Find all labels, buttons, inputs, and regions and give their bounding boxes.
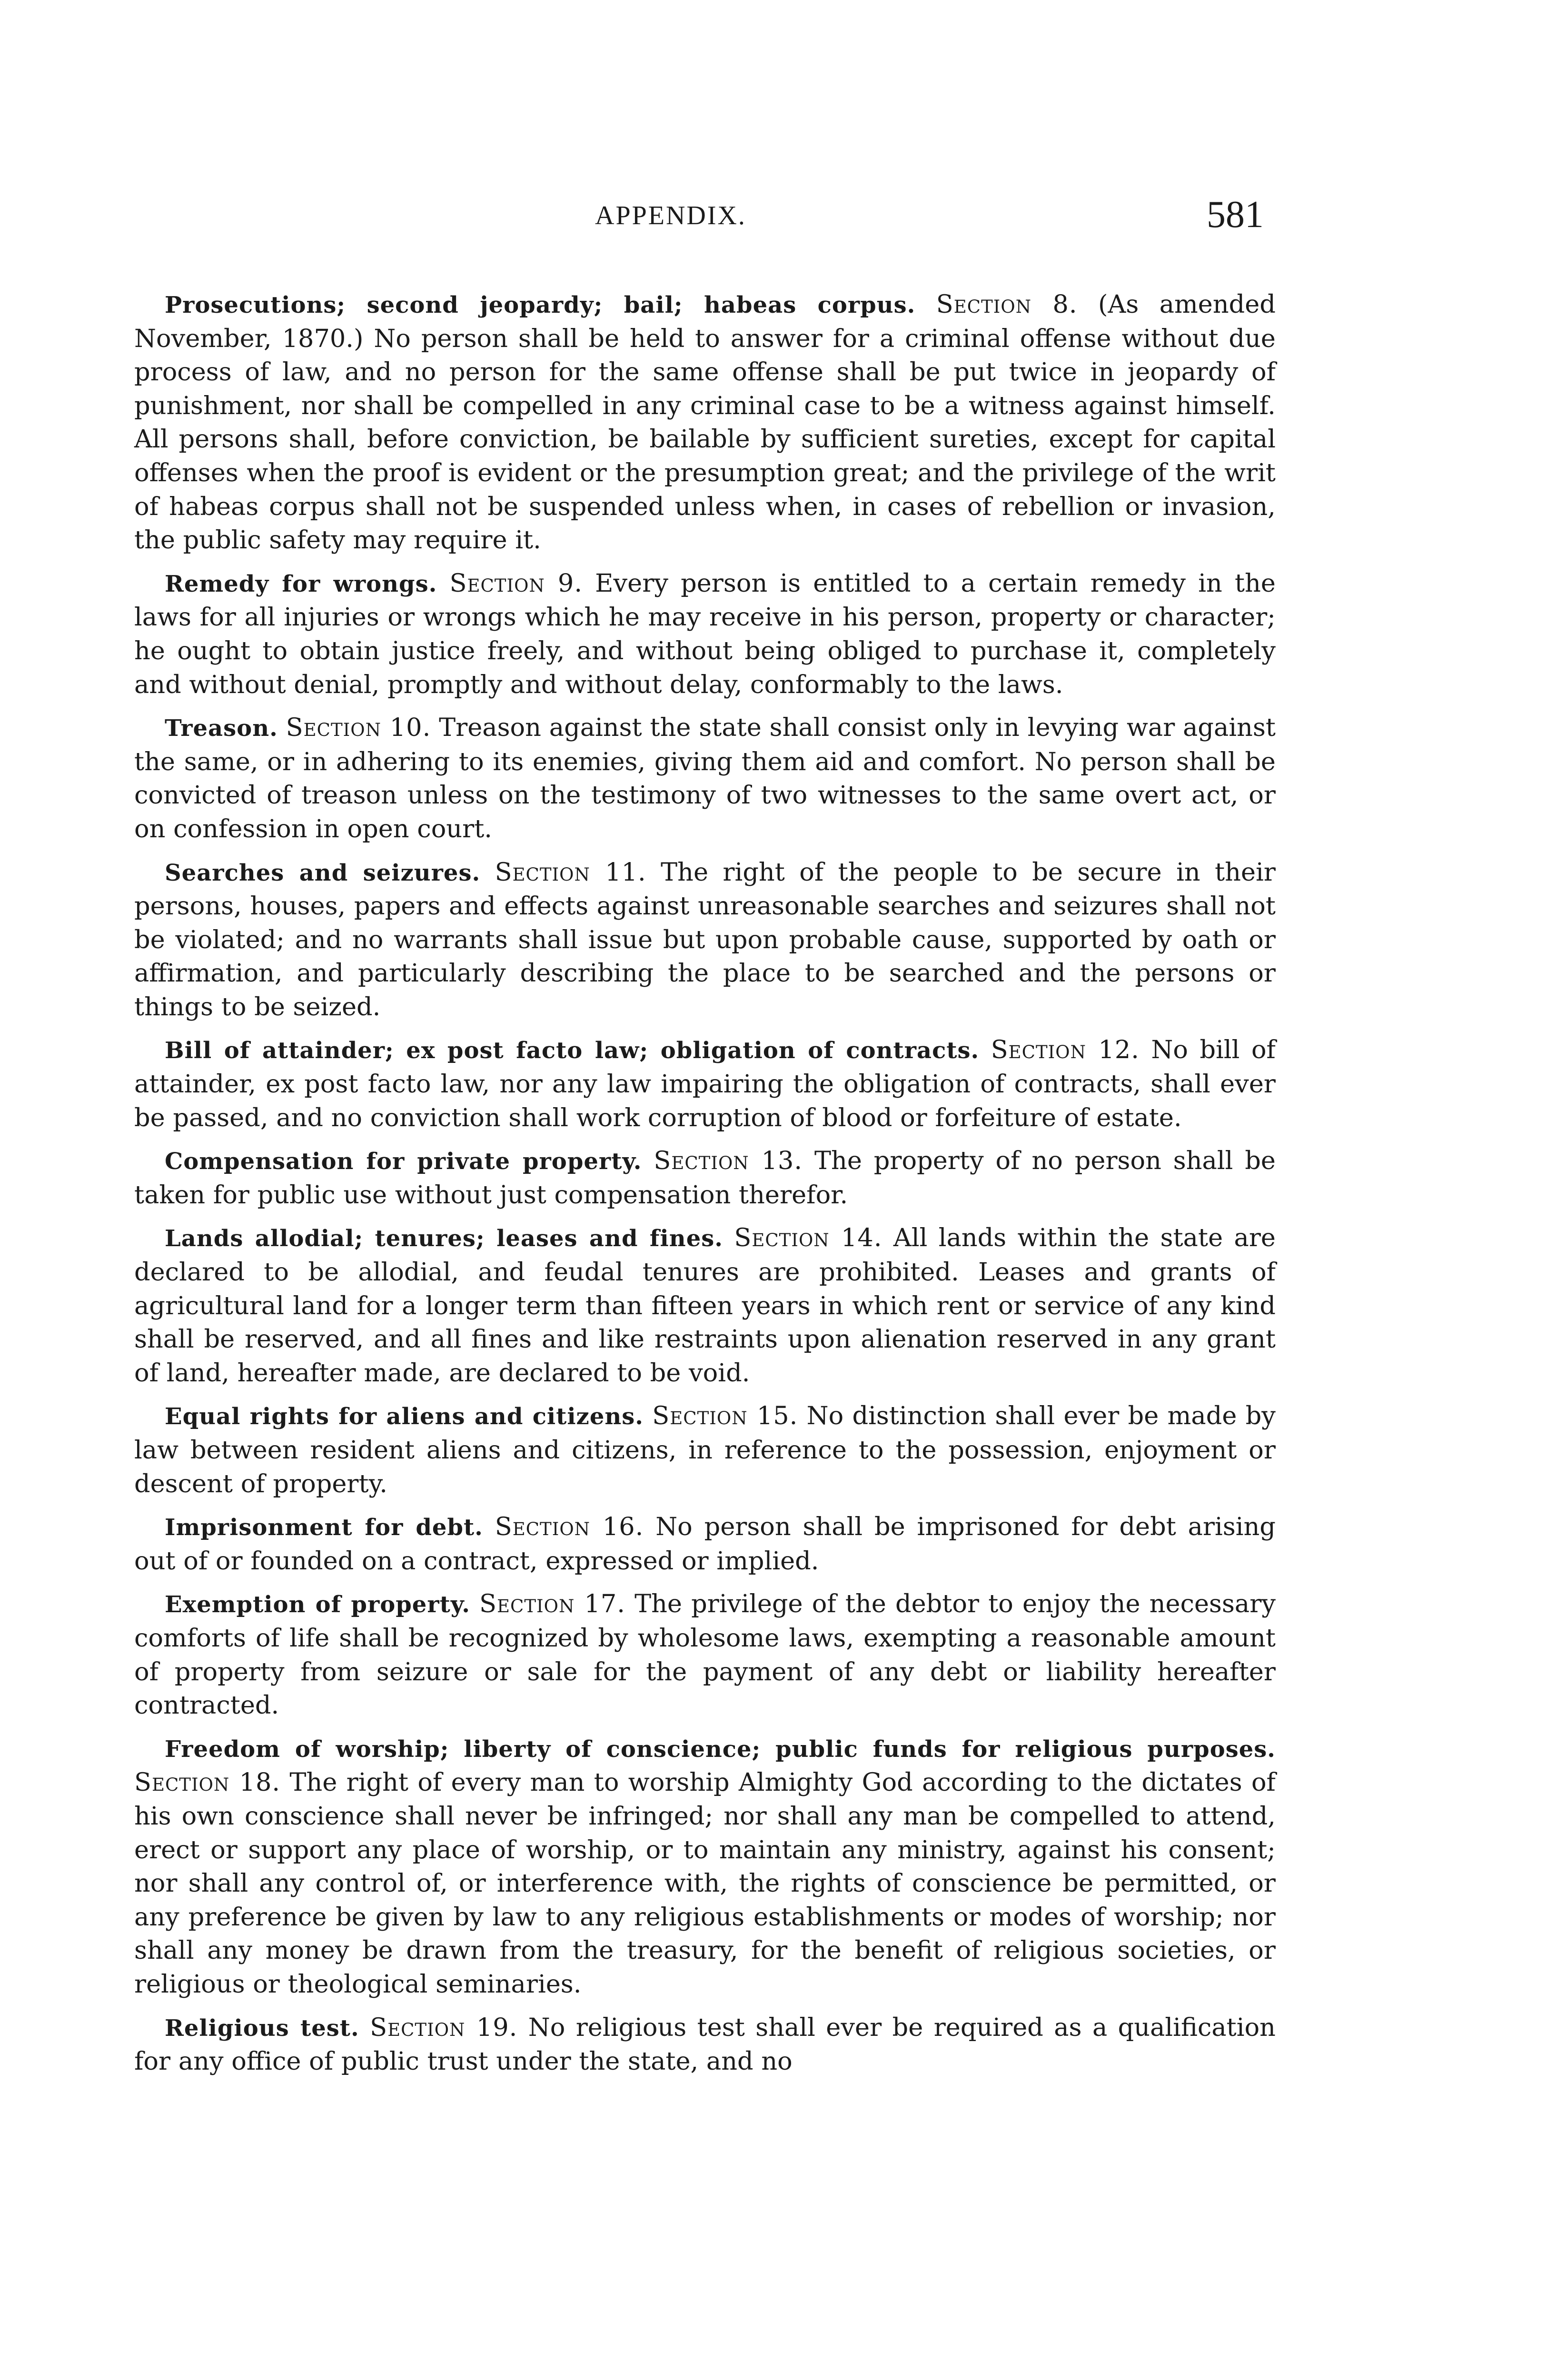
body-text <box>134 288 1276 2088</box>
section-19-text: No religious test shall ever be required as a qualification for any office of public trust under the state, and no <box>134 2013 1276 2076</box>
section-11-number: Section 11. <box>495 857 646 887</box>
section-10-paragraph <box>134 711 1276 846</box>
section-9-paragraph <box>134 567 1276 702</box>
section-15-heading: Equal rights for aliens and citizens. <box>165 1403 644 1430</box>
running-title: APPENDIX. <box>595 201 746 230</box>
section-12-heading: Bill of attainder; ex post facto law; obligation of contracts. <box>165 1037 980 1064</box>
section-18-text: The right of every man to worship Almighty God according to the dictates of his own conscience shall never be infringed; nor shall any man be compelled to attend, erect or support any place of worship, or to maintain any ministry, against his consent; nor shall any control of, or interference with, the rights of conscience be permitted, or any preference be given by law to any religious establishments or modes of worship; nor shall any money be drawn from the treasury, for the benefit of religious societies, or religious or theological seminaries. <box>134 1768 1276 1999</box>
section-19-number: Section 19. <box>370 2013 518 2042</box>
section-8-paragraph <box>134 288 1276 557</box>
section-15-number: Section 15. <box>652 1401 798 1431</box>
section-14-text: All lands within the state are declared to be allodial, and feudal tenures are prohibited. Leases and grants of agricultural land for a longer term than fifteen years in which rent or service of any kind shall be reserved, and all fines and like restraints upon alienation reserved in any grant of land, hereafter made, are declared to be void. <box>134 1223 1276 1388</box>
section-18-paragraph <box>134 1732 1276 2002</box>
section-16-heading: Imprisonment for debt. <box>165 1514 483 1541</box>
section-10-heading: Treason. <box>165 715 278 742</box>
section-8-heading: Prosecutions; second jeopardy; bail; habeas corpus. <box>165 292 916 318</box>
section-16-number: Section 16. <box>495 1512 644 1542</box>
section-12-number: Section 12. <box>991 1035 1140 1065</box>
section-13-paragraph <box>134 1144 1276 1212</box>
section-10-text: Treason against the state shall consist only in levying war against the same, or in adhering to its enemies, giving them aid and comfort. No person shall be convicted of treason unless on the testimony of two witnesses to the same overt act, or on confession in open court. <box>134 713 1276 843</box>
section-9-number: Section 9. <box>449 568 583 598</box>
section-13-heading: Compensation for private property. <box>165 1148 642 1175</box>
section-18-number: Section 18. <box>134 1768 281 1797</box>
running-head <box>0 193 1546 236</box>
section-14-heading: Lands allodial; tenures; leases and fines. <box>165 1225 723 1252</box>
section-12-text: No bill of attainder, ex post facto law, nor any law impairing the obligation of contracts, shall ever be passed, and no conviction shall work corruption of blood or forfeiture of estate. <box>134 1035 1276 1132</box>
page-number: 581 <box>1207 194 1264 236</box>
section-9-heading: Remedy for wrongs. <box>165 570 437 597</box>
section-11-heading: Searches and seizures. <box>165 859 481 886</box>
section-14-paragraph <box>134 1221 1276 1390</box>
section-8-number: Section 8. <box>936 290 1078 319</box>
section-13-number: Section 13. <box>654 1146 803 1176</box>
section-12-paragraph <box>134 1033 1276 1135</box>
section-11-text: The right of the people to be secure in their persons, houses, papers and effects against unreasonable searches and seizures shall not be violated; and no warrants shall issue but upon probable cause, supported by oath or affirmation, and particularly describing the place to be searched and the persons or things to be seized. <box>134 857 1276 1021</box>
section-15-paragraph <box>134 1399 1276 1501</box>
section-19-paragraph <box>134 2011 1276 2079</box>
section-8-text: (As amended November, 1870.) No person shall be held to answer for a criminal offense without due process of law, and no person for the same offense shall be put twice in jeopardy of punishment, nor shall be compelled in any criminal case to be a witness against himself. All persons shall, before conviction, be bailable by sufficient sureties, except for capital offenses when the proof is evident or the presumption great; and the privilege of the writ of habeas corpus shall not be suspended unless when, in cases of rebellion or invasion, the public safety may require it. <box>134 290 1276 555</box>
section-18-heading: Freedom of worship; liberty of conscience; public funds for religious purposes. <box>165 1735 1276 1763</box>
section-10-number: Section 10. <box>286 713 431 743</box>
section-17-text: The privilege of the debtor to enjoy the necessary comforts of life shall be recognized by wholesome laws, exempting a reasonable amount of property from seizure or sale for the payment of any debt or liability hereafter contracted. <box>134 1589 1276 1720</box>
section-17-number: Section 17. <box>479 1589 625 1619</box>
section-19-heading: Religious test. <box>165 2014 359 2042</box>
section-11-paragraph <box>134 856 1276 1024</box>
section-15-text: No distinction shall ever be made by law between resident aliens and citizens, in reference to the possession, enjoyment or descent of property. <box>134 1401 1276 1498</box>
section-17-heading: Exemption of property. <box>165 1591 470 1618</box>
section-16-text: No person shall be imprisoned for debt arising out of or founded on a contract, expressed or implied. <box>134 1512 1276 1576</box>
section-9-text: Every person is entitled to a certain remedy in the laws for all injuries or wrongs which he may receive in his person, property or character; he ought to obtain justice freely, and without being obliged to purchase it, completely and without denial, promptly and without delay, conformably to the laws. <box>134 568 1276 699</box>
section-16-paragraph <box>134 1510 1276 1578</box>
section-13-text: The property of no person shall be taken for public use without just compensation therefor. <box>134 1146 1276 1210</box>
section-17-paragraph <box>134 1587 1276 1722</box>
section-14-number: Section 14. <box>734 1223 882 1253</box>
